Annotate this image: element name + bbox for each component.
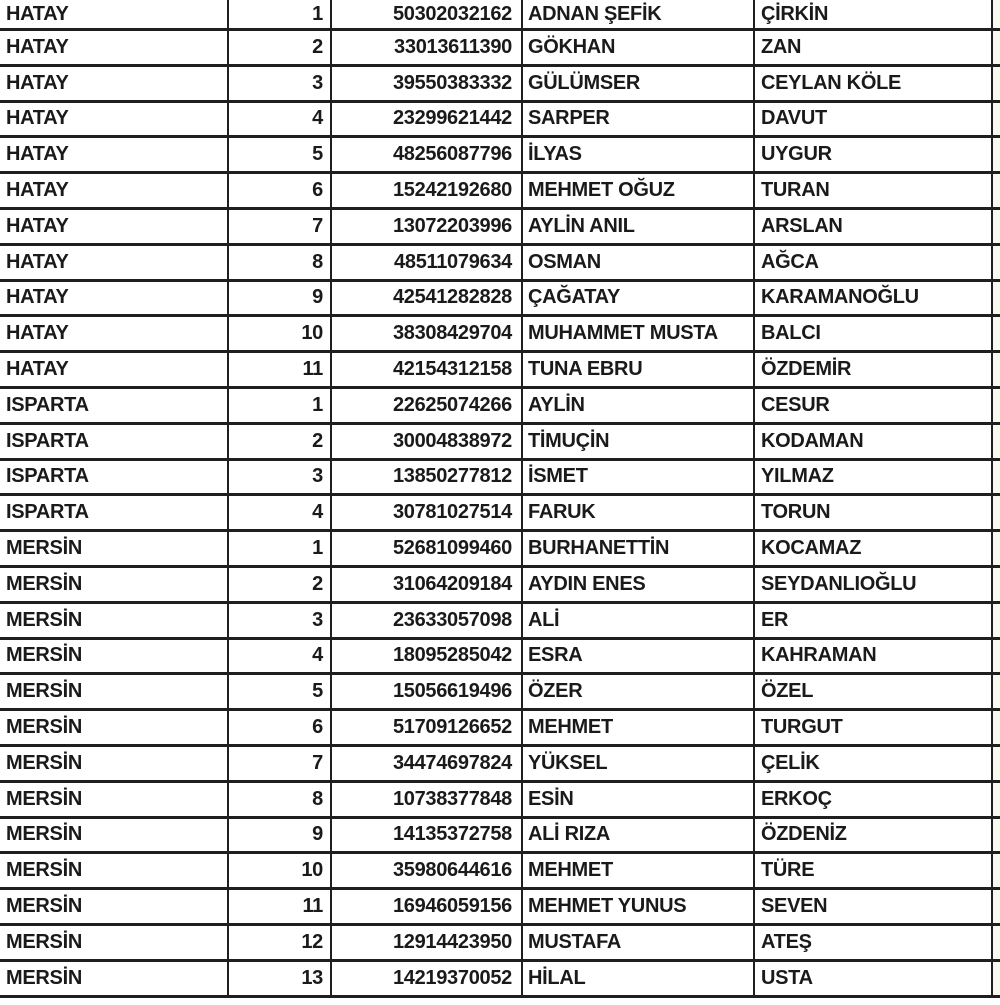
- cell-province[interactable]: MERSİN: [0, 819, 229, 852]
- cell-province[interactable]: MERSİN: [0, 926, 229, 959]
- cell-province[interactable]: MERSİN: [0, 854, 229, 887]
- cell-province[interactable]: MERSİN: [0, 532, 229, 565]
- cell-overflow-sliver: [993, 138, 1000, 171]
- cell-last-name[interactable]: CESUR: [755, 389, 993, 422]
- cell-last-name[interactable]: ZAN: [755, 31, 993, 64]
- cell-overflow-sliver: [993, 926, 1000, 959]
- cell-first-name[interactable]: YÜKSEL: [523, 747, 755, 780]
- cell-province[interactable]: HATAY: [0, 353, 229, 386]
- cell-national-id[interactable]: 31064209184: [332, 568, 523, 601]
- cell-overflow-sliver: [993, 389, 1000, 422]
- cell-first-name[interactable]: MUSTAFA: [523, 926, 755, 959]
- cell-province[interactable]: HATAY: [0, 246, 229, 279]
- cell-last-name[interactable]: ERKOÇ: [755, 783, 993, 816]
- table-row: [0, 962, 1000, 998]
- cell-national-id[interactable]: 42154312158: [332, 353, 523, 386]
- cell-first-name[interactable]: AYDIN ENES: [523, 568, 755, 601]
- table-row: [0, 890, 1000, 926]
- table-row: [0, 604, 1000, 640]
- cell-overflow-sliver: [993, 174, 1000, 207]
- cell-last-name[interactable]: TURAN: [755, 174, 993, 207]
- cell-national-id[interactable]: 13072203996: [332, 210, 523, 243]
- cell-last-name[interactable]: ARSLAN: [755, 210, 993, 243]
- cell-first-name[interactable]: OSMAN: [523, 246, 755, 279]
- cell-province[interactable]: MERSİN: [0, 711, 229, 744]
- cell-row-number[interactable]: 7: [229, 210, 332, 243]
- table-row: [0, 532, 1000, 568]
- cell-row-number[interactable]: 2: [229, 425, 332, 458]
- cell-overflow-sliver: [993, 819, 1000, 852]
- cell-last-name[interactable]: UYGUR: [755, 138, 993, 171]
- cell-province[interactable]: ISPARTA: [0, 496, 229, 529]
- cell-overflow-sliver: [993, 282, 1000, 315]
- cell-row-number[interactable]: 3: [229, 461, 332, 494]
- cell-national-id[interactable]: 30004838972: [332, 425, 523, 458]
- table-row: [0, 496, 1000, 532]
- cell-national-id[interactable]: 48511079634: [332, 246, 523, 279]
- cell-province[interactable]: HATAY: [0, 31, 229, 64]
- cell-last-name[interactable]: SEVEN: [755, 890, 993, 923]
- cell-last-name[interactable]: SEYDANLIOĞLU: [755, 568, 993, 601]
- cell-overflow-sliver: [993, 747, 1000, 780]
- cell-overflow-sliver: [993, 353, 1000, 386]
- table-row: [0, 819, 1000, 855]
- cell-last-name[interactable]: KARAMANOĞLU: [755, 282, 993, 315]
- table-row: [0, 103, 1000, 139]
- cell-first-name[interactable]: MEHMET: [523, 854, 755, 887]
- table-row: [0, 138, 1000, 174]
- cell-first-name[interactable]: MEHMET YUNUS: [523, 890, 755, 923]
- cell-national-id[interactable]: 39550383332: [332, 67, 523, 100]
- cell-first-name[interactable]: SARPER: [523, 103, 755, 136]
- cell-first-name[interactable]: HİLAL: [523, 962, 755, 995]
- cell-row-number[interactable]: 4: [229, 496, 332, 529]
- cell-overflow-sliver: [993, 711, 1000, 744]
- table-row: [0, 783, 1000, 819]
- cell-national-id[interactable]: 50302032162: [332, 0, 523, 28]
- table-row: [0, 568, 1000, 604]
- table-row: [0, 31, 1000, 67]
- cell-row-number[interactable]: 3: [229, 67, 332, 100]
- cell-province[interactable]: HATAY: [0, 174, 229, 207]
- cell-province[interactable]: MERSİN: [0, 783, 229, 816]
- cell-national-id[interactable]: 10738377848: [332, 783, 523, 816]
- cell-province[interactable]: ISPARTA: [0, 389, 229, 422]
- cell-last-name[interactable]: ÖZEL: [755, 675, 993, 708]
- cell-province[interactable]: HATAY: [0, 103, 229, 136]
- cell-province[interactable]: MERSİN: [0, 604, 229, 637]
- cell-row-number[interactable]: 11: [229, 890, 332, 923]
- table-row: [0, 461, 1000, 497]
- cell-province[interactable]: HATAY: [0, 0, 229, 28]
- cell-last-name[interactable]: ÖZDENİZ: [755, 819, 993, 852]
- cell-row-number[interactable]: 2: [229, 31, 332, 64]
- cell-national-id[interactable]: 15242192680: [332, 174, 523, 207]
- cell-national-id[interactable]: 14219370052: [332, 962, 523, 995]
- table-row: [0, 210, 1000, 246]
- cell-row-number[interactable]: 3: [229, 604, 332, 637]
- cell-first-name[interactable]: GÜLÜMSER: [523, 67, 755, 100]
- cell-last-name[interactable]: KAHRAMAN: [755, 640, 993, 673]
- cell-row-number[interactable]: 6: [229, 711, 332, 744]
- cell-overflow-sliver: [993, 0, 1000, 28]
- cell-overflow-sliver: [993, 67, 1000, 100]
- cell-national-id[interactable]: 51709126652: [332, 711, 523, 744]
- table-row: [0, 711, 1000, 747]
- cell-row-number[interactable]: 6: [229, 174, 332, 207]
- cell-last-name[interactable]: AĞCA: [755, 246, 993, 279]
- cell-last-name[interactable]: ATEŞ: [755, 926, 993, 959]
- cell-last-name[interactable]: ÖZDEMİR: [755, 353, 993, 386]
- cell-last-name[interactable]: TÜRE: [755, 854, 993, 887]
- cell-first-name[interactable]: ÖZER: [523, 675, 755, 708]
- cell-overflow-sliver: [993, 532, 1000, 565]
- cell-first-name[interactable]: MEHMET OĞUZ: [523, 174, 755, 207]
- cell-last-name[interactable]: ER: [755, 604, 993, 637]
- cell-row-number[interactable]: 7: [229, 747, 332, 780]
- cell-row-number[interactable]: 10: [229, 317, 332, 350]
- cell-overflow-sliver: [993, 496, 1000, 529]
- cell-overflow-sliver: [993, 210, 1000, 243]
- cell-first-name[interactable]: MUHAMMET MUSTA: [523, 317, 755, 350]
- cell-national-id[interactable]: 22625074266: [332, 389, 523, 422]
- cell-row-number[interactable]: 1: [229, 0, 332, 28]
- table-row: [0, 317, 1000, 353]
- cell-overflow-sliver: [993, 425, 1000, 458]
- cell-first-name[interactable]: İSMET: [523, 461, 755, 494]
- table-row: [0, 67, 1000, 103]
- cell-row-number[interactable]: 9: [229, 282, 332, 315]
- cell-row-number[interactable]: 1: [229, 389, 332, 422]
- cell-national-id[interactable]: 35980644616: [332, 854, 523, 887]
- table-row: [0, 0, 1000, 31]
- cell-national-id[interactable]: 18095285042: [332, 640, 523, 673]
- cell-row-number[interactable]: 10: [229, 854, 332, 887]
- table-row: [0, 246, 1000, 282]
- cell-national-id[interactable]: 38308429704: [332, 317, 523, 350]
- cell-province[interactable]: MERSİN: [0, 890, 229, 923]
- cell-last-name[interactable]: TURGUT: [755, 711, 993, 744]
- cell-first-name[interactable]: TUNA EBRU: [523, 353, 755, 386]
- cell-overflow-sliver: [993, 461, 1000, 494]
- cell-province[interactable]: MERSİN: [0, 962, 229, 995]
- table-row: [0, 174, 1000, 210]
- cell-last-name[interactable]: USTA: [755, 962, 993, 995]
- cell-row-number[interactable]: 1: [229, 532, 332, 565]
- cell-row-number[interactable]: 8: [229, 783, 332, 816]
- cell-overflow-sliver: [993, 675, 1000, 708]
- cell-national-id[interactable]: 14135372758: [332, 819, 523, 852]
- cell-overflow-sliver: [993, 854, 1000, 887]
- cell-province[interactable]: ISPARTA: [0, 461, 229, 494]
- cell-national-id[interactable]: 48256087796: [332, 138, 523, 171]
- cell-last-name[interactable]: ÇİRKİN: [755, 0, 993, 28]
- cell-national-id[interactable]: 30781027514: [332, 496, 523, 529]
- cell-national-id[interactable]: 23299621442: [332, 103, 523, 136]
- cell-overflow-sliver: [993, 783, 1000, 816]
- cell-row-number[interactable]: 8: [229, 246, 332, 279]
- table-row: [0, 854, 1000, 890]
- cell-province[interactable]: MERSİN: [0, 675, 229, 708]
- cell-first-name[interactable]: ÇAĞATAY: [523, 282, 755, 315]
- cell-national-id[interactable]: 12914423950: [332, 926, 523, 959]
- cell-row-number[interactable]: 4: [229, 640, 332, 673]
- cell-national-id[interactable]: 13850277812: [332, 461, 523, 494]
- table-row: [0, 425, 1000, 461]
- cell-first-name[interactable]: MEHMET: [523, 711, 755, 744]
- table-row: [0, 747, 1000, 783]
- cell-first-name[interactable]: GÖKHAN: [523, 31, 755, 64]
- cell-national-id[interactable]: 15056619496: [332, 675, 523, 708]
- cell-row-number[interactable]: 5: [229, 675, 332, 708]
- cell-first-name[interactable]: AYLİN ANIL: [523, 210, 755, 243]
- cell-last-name[interactable]: KODAMAN: [755, 425, 993, 458]
- cell-last-name[interactable]: DAVUT: [755, 103, 993, 136]
- table-row: [0, 675, 1000, 711]
- cell-national-id[interactable]: 42541282828: [332, 282, 523, 315]
- cell-province[interactable]: HATAY: [0, 317, 229, 350]
- cell-overflow-sliver: [993, 31, 1000, 64]
- cell-overflow-sliver: [993, 962, 1000, 995]
- cell-province[interactable]: ISPARTA: [0, 425, 229, 458]
- cell-first-name[interactable]: ALİ RIZA: [523, 819, 755, 852]
- cell-overflow-sliver: [993, 604, 1000, 637]
- cell-last-name[interactable]: YILMAZ: [755, 461, 993, 494]
- cell-province[interactable]: MERSİN: [0, 568, 229, 601]
- cell-last-name[interactable]: TORUN: [755, 496, 993, 529]
- cell-province[interactable]: HATAY: [0, 282, 229, 315]
- cell-row-number[interactable]: 11: [229, 353, 332, 386]
- cell-national-id[interactable]: 23633057098: [332, 604, 523, 637]
- cell-overflow-sliver: [993, 317, 1000, 350]
- cell-row-number[interactable]: 9: [229, 819, 332, 852]
- cell-province[interactable]: MERSİN: [0, 747, 229, 780]
- cell-row-number[interactable]: 13: [229, 962, 332, 995]
- cell-national-id[interactable]: 16946059156: [332, 890, 523, 923]
- partial-row: [0, 998, 1000, 1005]
- cell-first-name[interactable]: FARUK: [523, 496, 755, 529]
- cell-national-id[interactable]: 33013611390: [332, 31, 523, 64]
- cell-first-name[interactable]: ALİ: [523, 604, 755, 637]
- cell-overflow-sliver: [993, 568, 1000, 601]
- cell-overflow-sliver: [993, 103, 1000, 136]
- cell-first-name[interactable]: TİMUÇİN: [523, 425, 755, 458]
- cell-first-name[interactable]: ADNAN ŞEFİK: [523, 0, 755, 28]
- table-row: [0, 353, 1000, 389]
- cell-province[interactable]: HATAY: [0, 67, 229, 100]
- cell-first-name[interactable]: AYLİN: [523, 389, 755, 422]
- cell-row-number[interactable]: 4: [229, 103, 332, 136]
- cell-first-name[interactable]: İLYAS: [523, 138, 755, 171]
- cell-first-name[interactable]: ESİN: [523, 783, 755, 816]
- cell-row-number[interactable]: 5: [229, 138, 332, 171]
- cell-first-name[interactable]: BURHANETTİN: [523, 532, 755, 565]
- cell-national-id[interactable]: 34474697824: [332, 747, 523, 780]
- cell-last-name[interactable]: BALCI: [755, 317, 993, 350]
- cell-province[interactable]: HATAY: [0, 210, 229, 243]
- cell-last-name[interactable]: CEYLAN KÖLE: [755, 67, 993, 100]
- table-row: [0, 640, 1000, 676]
- cell-overflow-sliver: [993, 246, 1000, 279]
- cell-last-name[interactable]: ÇELİK: [755, 747, 993, 780]
- cell-last-name[interactable]: KOCAMAZ: [755, 532, 993, 565]
- table-row: [0, 926, 1000, 962]
- cell-row-number[interactable]: 2: [229, 568, 332, 601]
- cell-province[interactable]: MERSİN: [0, 640, 229, 673]
- cell-national-id[interactable]: 52681099460: [332, 532, 523, 565]
- table-row: [0, 389, 1000, 425]
- table-row: [0, 282, 1000, 318]
- cell-first-name[interactable]: ESRA: [523, 640, 755, 673]
- cell-row-number[interactable]: 12: [229, 926, 332, 959]
- cell-overflow-sliver: [993, 890, 1000, 923]
- cell-province[interactable]: HATAY: [0, 138, 229, 171]
- cell-overflow-sliver: [993, 640, 1000, 673]
